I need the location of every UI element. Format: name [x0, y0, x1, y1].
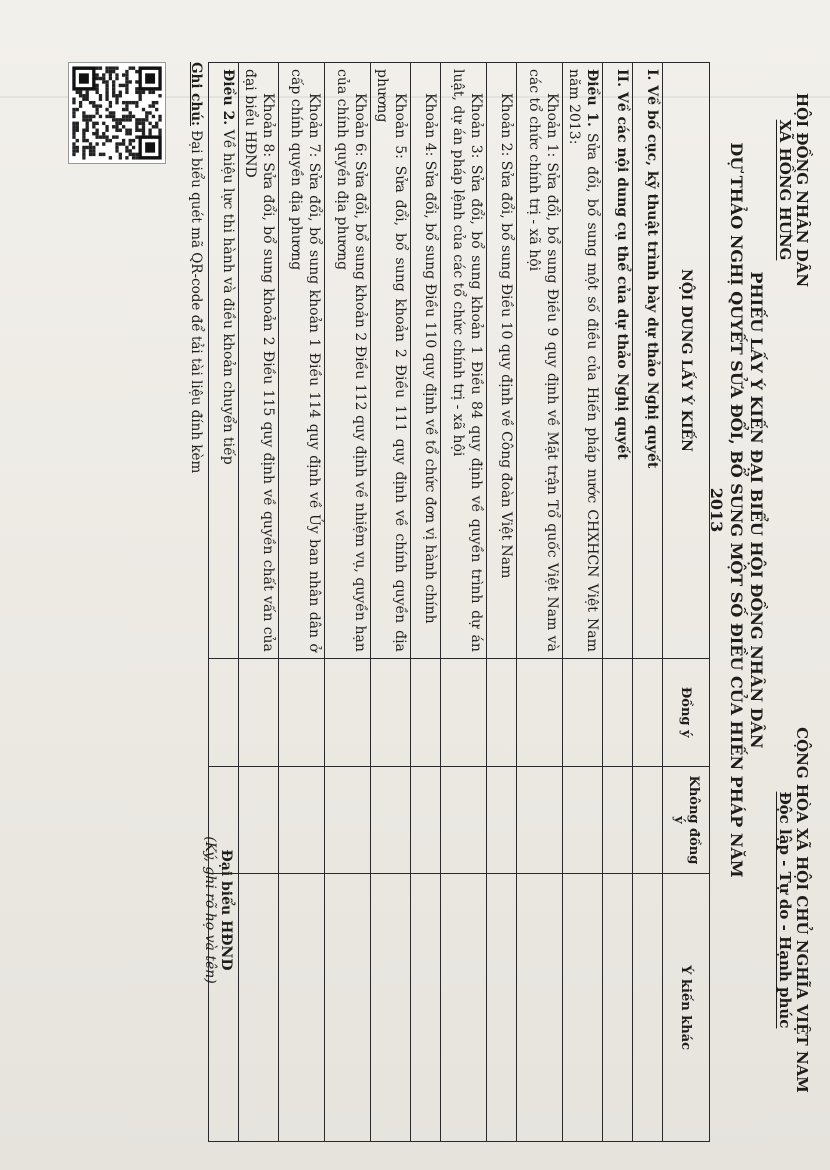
agree-cell[interactable] [371, 658, 411, 766]
table-row [563, 63, 603, 1142]
other-opinion-cell[interactable] [487, 874, 517, 1142]
other-opinion-cell[interactable] [441, 874, 487, 1142]
agree-cell[interactable] [633, 658, 663, 766]
council-name: HỘI ĐỒNG NHÂN DÂN [793, 92, 811, 288]
disagree-cell[interactable] [603, 766, 633, 874]
note-text: Đại biểu quét mã QR-code để tải tài liệu đính kèm [188, 126, 204, 474]
row-content [487, 63, 517, 659]
other-opinion-cell[interactable] [563, 874, 603, 1142]
row-text: I. Về bố cục, kỹ thuật trình bày dự thảo Nghị quyết [644, 69, 660, 469]
agree-cell[interactable] [517, 658, 563, 766]
footnote [188, 62, 204, 473]
row-content [517, 63, 563, 659]
disagree-cell[interactable] [325, 766, 371, 874]
table-row [239, 63, 279, 1142]
row-content [441, 63, 487, 659]
table-header-row [663, 63, 710, 1142]
row-text: II. Về các nội dung cụ thể của dự thảo Nghị quyết [614, 69, 630, 460]
row-text: Khoản 5: Sửa đổi, bổ sung khoản 2 Điều 111 quy định về chính quyền địa phương [374, 69, 408, 652]
row-text: Khoản 4: Sửa đổi, bổ sung Điều 110 quy định về tổ chức đơn vị hành chính [422, 93, 438, 624]
table-row [633, 63, 663, 1142]
qr-code-icon[interactable] [68, 62, 166, 164]
other-opinion-cell[interactable] [279, 874, 325, 1142]
other-opinion-cell[interactable] [411, 874, 441, 1142]
disagree-cell[interactable] [239, 766, 279, 874]
row-text: Khoản 2: Sửa đổi, bổ sung Điều 10 quy định về Công đoàn Việt Nam [498, 93, 514, 579]
signature-block [202, 760, 234, 1060]
disagree-cell[interactable] [371, 766, 411, 874]
row-content [325, 63, 371, 659]
row-content [633, 63, 663, 659]
other-opinion-cell[interactable] [517, 874, 563, 1142]
agree-cell[interactable] [239, 658, 279, 766]
header-content: NỘI DUNG LẤY Ý KIẾN [663, 63, 710, 659]
table-body [209, 63, 663, 1142]
article-label: Điều 2. [220, 69, 236, 126]
agree-cell[interactable] [603, 658, 633, 766]
table-row [441, 63, 487, 1142]
row-text: Khoản 8: Sửa đổi, bổ sung khoản 2 Điều 115 quy định về quyền chất vấn của đại biểu HĐND [242, 69, 276, 652]
other-opinion-cell[interactable] [633, 874, 663, 1142]
row-content [371, 63, 411, 659]
agree-cell[interactable] [411, 658, 441, 766]
disagree-cell[interactable] [279, 766, 325, 874]
row-text: Khoản 3: Sửa đổi, bổ sung khoản 1 Điều 84 quy định về quyền trình dự án luật, dự án pháp lệnh của các tổ chức chính trị - xã hội [450, 69, 484, 652]
disagree-cell[interactable] [487, 766, 517, 874]
table-row [325, 63, 371, 1142]
row-content [603, 63, 633, 659]
title-line-1: PHIẾU LẤY Ý KIẾN ĐẠI BIỂU HỘI ĐỒNG NHÂN DÂN [747, 271, 766, 749]
row-content [411, 63, 441, 659]
agree-cell[interactable] [325, 658, 371, 766]
national-motto: Độc lập - Tự do - Hạnh phúc [775, 791, 794, 1029]
signer-title: Đại biểu HĐND [218, 849, 234, 971]
row-text: Sửa đổi, bổ sung một số điều của Hiến pháp nước CHXHCN Việt Nam năm 2013: [566, 69, 600, 652]
row-content [209, 63, 239, 659]
other-opinion-cell[interactable] [371, 874, 411, 1142]
document-title [706, 120, 766, 900]
issuing-body-header [776, 40, 811, 340]
header-agree: Đồng ý [663, 658, 710, 766]
disagree-cell[interactable] [633, 766, 663, 874]
commune-name: XÃ HỒNG HƯNG [775, 119, 794, 261]
article-label: Điều 1. [584, 69, 600, 127]
disagree-cell[interactable] [411, 766, 441, 874]
agree-cell[interactable] [441, 658, 487, 766]
row-content [239, 63, 279, 659]
table-row [487, 63, 517, 1142]
header-other-opinion: Ý kiến khác [663, 874, 710, 1142]
signer-instruction: (Ký, ghi rõ họ và tên) [202, 836, 218, 984]
agree-cell[interactable] [563, 658, 603, 766]
other-opinion-cell[interactable] [603, 874, 633, 1142]
agree-cell[interactable] [279, 658, 325, 766]
national-header [776, 690, 811, 1130]
title-line-2: DỰ THẢO NGHỊ QUYẾT SỬA ĐỔI, BỔ SUNG MỘT SỐ ĐIỀU CỦA HIẾN PHÁP NĂM 2013 [707, 142, 746, 878]
row-text: Khoản 7: Sửa đổi, bổ sung khoản 1 Điều 114 quy định về Ủy ban nhân dân ở cấp chính quyền địa phương [288, 69, 322, 652]
table-row [517, 63, 563, 1142]
table-row [411, 63, 441, 1142]
country-name: CỘNG HÒA XÃ HỘI CHỦ NGHĨA VIỆT NAM [793, 727, 811, 1093]
agree-cell[interactable] [487, 658, 517, 766]
row-text: Về hiệu lực thi hành và điều khoản chuyển tiếp [220, 125, 236, 465]
row-text: Khoản 1: Sửa đổi, bổ sung Điều 9 quy định về Mặt trận Tổ quốc Việt Nam và các tổ chức chính trị - xã hội [526, 69, 560, 652]
note-label: Ghi chú: [188, 62, 204, 127]
header-disagree: Không đồng ý [663, 766, 710, 874]
row-content [563, 63, 603, 659]
disagree-cell[interactable] [517, 766, 563, 874]
agree-cell[interactable] [209, 658, 239, 766]
other-opinion-cell[interactable] [325, 874, 371, 1142]
disagree-cell[interactable] [563, 766, 603, 874]
disagree-cell[interactable] [441, 766, 487, 874]
table-row [603, 63, 633, 1142]
other-opinion-cell[interactable] [239, 874, 279, 1142]
row-content [279, 63, 325, 659]
table-row [371, 63, 411, 1142]
table-row [279, 63, 325, 1142]
row-text: Khoản 6: Sửa đổi, bổ sung khoản 2 Điều 112 quy định về nhiệm vụ, quyền hạn của chính quyền địa phương [334, 69, 368, 652]
opinion-table [208, 62, 710, 1142]
